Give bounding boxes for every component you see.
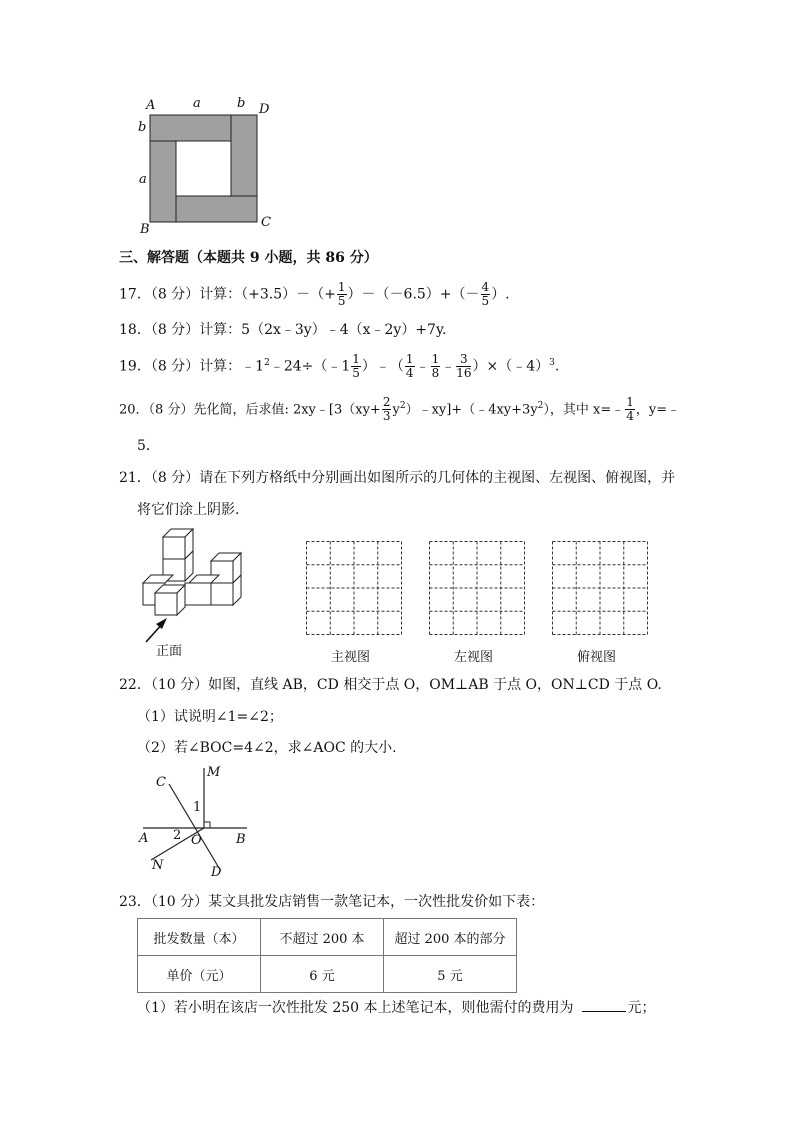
fraction: $\frac{1}{5}$ (337, 280, 346, 308)
label-a-top: a (193, 96, 201, 111)
label-A: A (139, 831, 149, 846)
q17-expr-1: （+3.5）－（+ (241, 286, 336, 303)
table-cell: 批发数量（本） (138, 919, 261, 956)
question-18: 18．（8 分）计算：5（2x﹣3y）﹣4（x﹣2y）+7y. (119, 322, 447, 338)
fraction: $\frac{1}{5}$ (352, 352, 360, 381)
q17-expr-2: ）－（－6.5）+（－ (347, 286, 480, 303)
question-19 (119, 353, 559, 380)
answer-blank[interactable] (582, 997, 626, 1012)
caption-top-view: 俯视图 (577, 649, 617, 664)
label-b-left: b (138, 120, 147, 135)
fraction: $\frac{4}{5}$ (481, 280, 490, 308)
label-A: A (146, 98, 156, 113)
label-D: D (211, 865, 222, 880)
caption-left-view: 左视图 (454, 649, 494, 664)
question-22-part2: （2）若∠BOC=4∠2，求∠AOC 的大小. (137, 740, 397, 756)
q19-expr-4: . (554, 358, 560, 375)
q19-expr-3: ）×（﹣4） (472, 358, 550, 375)
square-figure (130, 95, 280, 235)
table-cell: 不超过 200 本 (261, 919, 384, 956)
label-2: 2 (173, 828, 182, 843)
question-23-part1 (137, 997, 656, 1018)
table-cell: 5 元 (384, 956, 517, 993)
label-a-left: a (139, 172, 147, 187)
q20-label: 20．（8 分）先化简，后求值: 2xy﹣[3（xy+ (119, 402, 381, 418)
q19-expr-1: ﹣24÷（﹣1 (269, 358, 351, 375)
minus: ﹣ (415, 358, 430, 375)
q23-part1-text: （1）若小明在该店一次性批发 250 本上述笔记本，则他需付的费用为 (137, 1000, 574, 1016)
question-20-line2: 5． (137, 438, 160, 454)
label-N: N (152, 858, 164, 873)
grid-top-view (552, 541, 649, 636)
table-row (138, 956, 517, 993)
label-1: 1 (193, 800, 202, 815)
question-21-line1: 21．（8 分）请在下列方格纸中分别画出如图所示的几何体的主视图、左视图、俯视图，并 (119, 470, 676, 486)
question-22-line1: 22．（10 分）如图，直线 AB，CD 相交于点 O，OM⊥AB 于点 O，ON⊥CD 于点 O. (119, 677, 662, 693)
grid-left-view (429, 541, 526, 636)
label-B: B (236, 832, 246, 847)
q19-label: 19．（8 分）计算：﹣1 (119, 358, 265, 375)
label-O: O (191, 833, 202, 848)
caption-front-view: 主视图 (331, 649, 371, 664)
question-17 (119, 281, 510, 308)
table-cell: 超过 200 本的部分 (384, 919, 517, 956)
question-22-part1: （1）试说明∠1=∠2； (137, 709, 283, 725)
q20-expr-2: ）﹣xy]+（﹣4xy+3y (405, 402, 538, 418)
superscript: 2 (537, 401, 544, 411)
price-table (137, 918, 517, 993)
fraction: $\frac{1}{8}$ (431, 352, 440, 381)
q20-expr-3: ），其中 x=﹣ (543, 402, 625, 418)
superscript: 2 (399, 401, 406, 411)
fraction: $\frac{1}{4}$ (626, 395, 634, 424)
q20-expr-1: y (392, 402, 400, 418)
q19-expr-2: ）﹣（ (361, 358, 404, 375)
cube-solid-figure (138, 525, 248, 650)
q17-expr-3: ）. (491, 286, 510, 303)
label-C: C (261, 215, 271, 230)
minus: ﹣ (441, 358, 456, 375)
fraction: $\frac{1}{4}$ (405, 352, 414, 381)
label-D: D (259, 102, 270, 117)
label-B: B (140, 222, 150, 237)
table-cell: 单价（元） (138, 956, 261, 993)
front-label: 正面 (156, 643, 183, 658)
grid-front-view (306, 541, 403, 636)
question-23-line1: 23．（10 分）某文具批发店销售一款笔记本，一次性批发价如下表： (119, 894, 545, 910)
table-row (138, 919, 517, 956)
question-21-line2: 将它们涂上阴影. (137, 502, 240, 518)
q17-label: 17．（8 分）计算： (119, 286, 242, 303)
label-b-top: b (237, 96, 246, 111)
fraction: $\frac{2}{3}$ (382, 395, 391, 424)
q20-expr-4: ，y=﹣ (635, 402, 681, 418)
label-M: M (207, 765, 221, 780)
superscript: 2 (264, 358, 270, 368)
fraction: $\frac{3}{16}$ (456, 352, 472, 381)
superscript: 3 (549, 358, 555, 368)
question-20 (119, 396, 680, 423)
label-C: C (156, 775, 166, 790)
q23-part1-end: 元； (627, 1000, 656, 1016)
table-cell: 6 元 (261, 956, 384, 993)
section-title: 三、解答题（本题共 9 小题，共 86 分） (119, 250, 378, 266)
